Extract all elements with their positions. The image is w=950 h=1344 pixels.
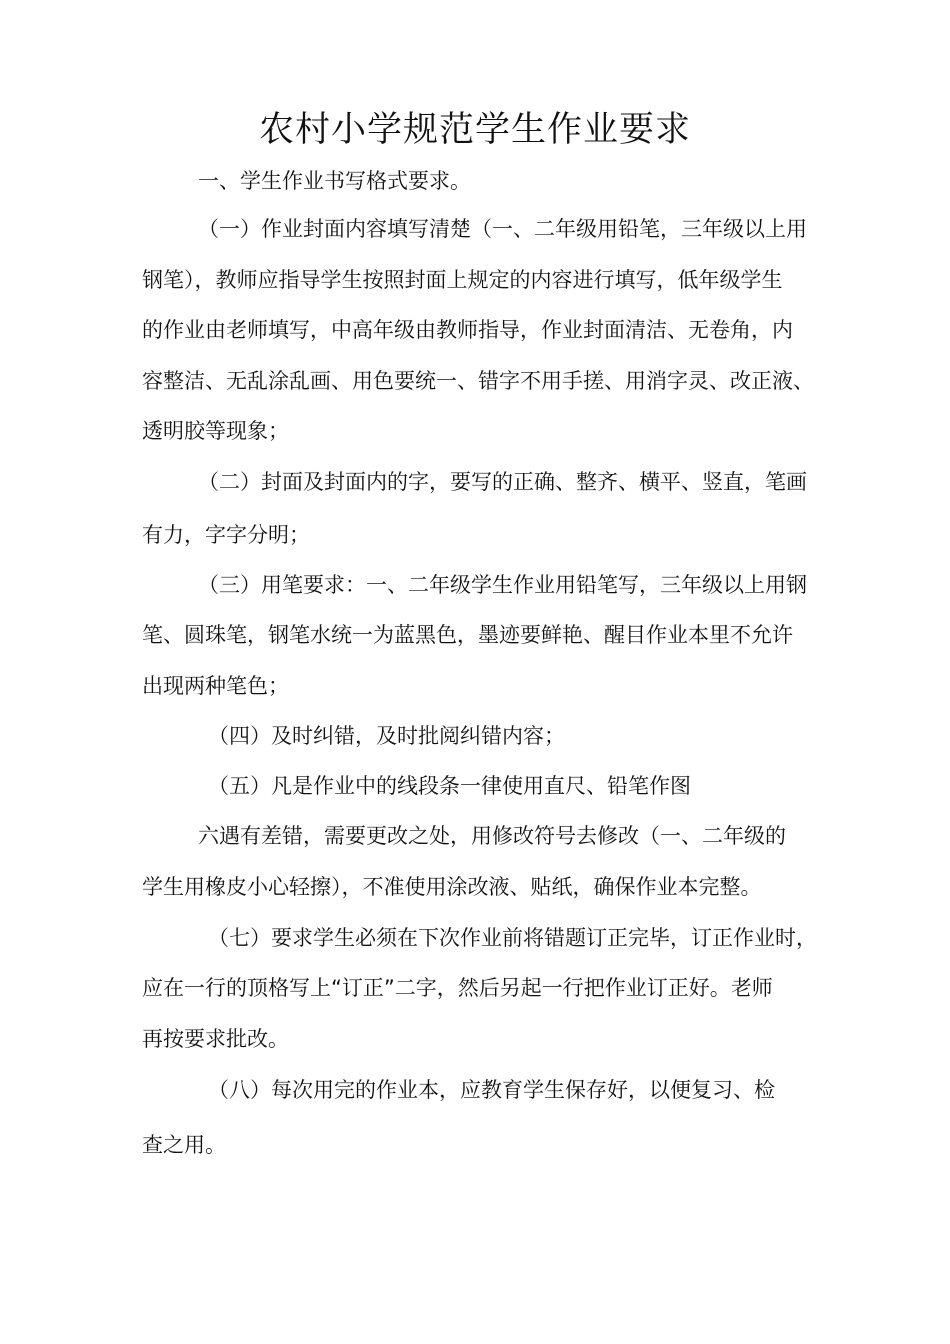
section-heading: 一、学生作业书写格式要求。: [198, 169, 471, 193]
paragraph-line: 应在一行的顶格写上“订正”二字，然后另起一行把作业订正好。老师: [142, 976, 773, 1000]
paragraph-line: 学生用橡皮小心轻擦），不准使用涂改液、贴纸，确保作业本完整。: [142, 875, 762, 899]
paragraph-line: （三）用笔要求：一、二年级学生作业用铅笔写，三年级以上用钢: [198, 573, 807, 597]
paragraph-line: 有力，字字分明；: [142, 523, 310, 547]
paragraph-line: 钢笔），教师应指导学生按照封面上规定的内容进行填写，低年级学生: [142, 268, 783, 292]
paragraph-line: （五）凡是作业中的线段条一律使用直尺、铅笔作图: [208, 774, 691, 798]
paragraph-line: 六遇有差错，需要更改之处，用修改符号去修改（一、二年级的: [198, 824, 786, 848]
paragraph-line: （一）作业封面内容填写清楚（一、二年级用铅笔，三年级以上用: [198, 217, 807, 241]
paragraph-line: 出现两种笔色；: [142, 674, 289, 698]
paragraph-line: （八）每次用完的作业本，应教育学生保存好，以便复习、检: [208, 1078, 775, 1102]
paragraph-line: 透明胶等现象；: [142, 419, 289, 443]
paragraph-line: （七）要求学生必须在下次作业前将错题订正完毕，订正作业时，: [208, 926, 817, 950]
paragraph-line: 的作业由老师填写，中高年级由教师指导，作业封面清洁、无卷角，内: [142, 318, 793, 342]
paragraph-line: 再按要求批改。: [142, 1027, 289, 1051]
paragraph-line: （二）封面及封面内的字，要写的正确、整齐、横平、竖直，笔画: [198, 470, 807, 494]
paragraph-line: 容整洁、无乱涂乱画、用色要统一、错字不用手搓、用消字灵、改正液、: [142, 369, 814, 393]
document-title: 农村小学规范学生作业要求: [258, 110, 691, 150]
paragraph-line: 查之用。: [142, 1133, 226, 1157]
paragraph-line: 笔、圆珠笔，钢笔水统一为蓝黑色，墨迹要鲜艳、醒目作业本里不允许: [142, 623, 793, 647]
paragraph-line: （四）及时纠错，及时批阅纠错内容；: [208, 724, 565, 748]
